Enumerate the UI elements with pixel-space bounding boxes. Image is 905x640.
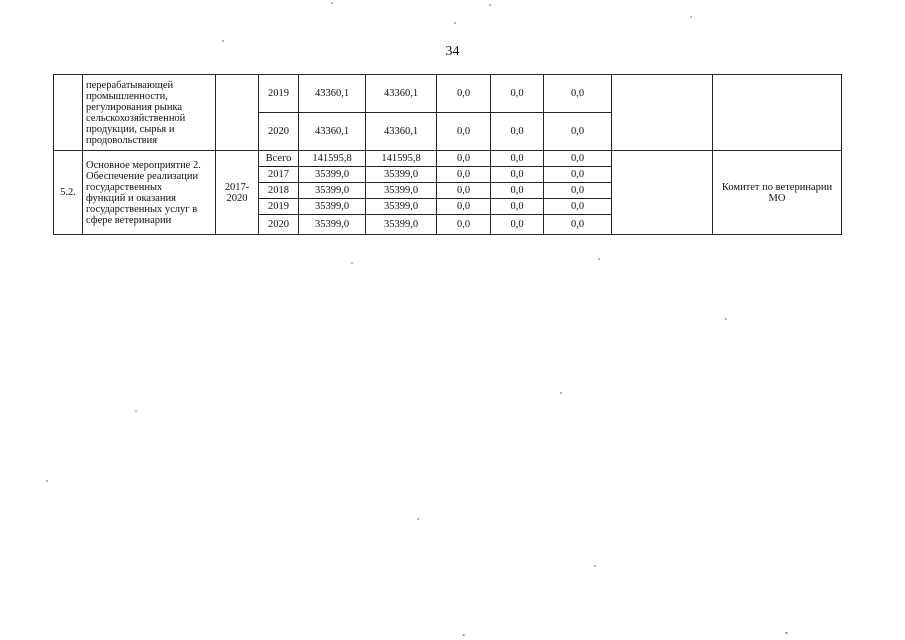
cell-regional: 43360,1 xyxy=(366,75,437,113)
cell-municipal: 0,0 xyxy=(491,215,544,235)
budget-table xyxy=(53,74,842,235)
cell-year: 2017 xyxy=(259,167,299,183)
cell-result-empty xyxy=(612,151,713,235)
cell-extra: 0,0 xyxy=(544,199,612,215)
description-line: перерабатывающей xyxy=(86,79,174,91)
cell-description xyxy=(83,75,216,151)
scan-speck xyxy=(462,634,465,636)
description-line: сфере ветеринарии xyxy=(86,214,172,226)
cell-extra: 0,0 xyxy=(544,75,612,113)
cell-extra: 0,0 xyxy=(544,167,612,183)
cell-municipal: 0,0 xyxy=(491,167,544,183)
cell-year: 2020 xyxy=(259,215,299,235)
cell-year: 2019 xyxy=(259,75,299,113)
cell-federal: 0,0 xyxy=(437,183,491,199)
cell-regional: 141595,8 xyxy=(366,151,437,167)
cell-year: Всего xyxy=(259,151,299,167)
scan-speck xyxy=(331,2,333,4)
scan-speck xyxy=(351,262,353,264)
scan-speck xyxy=(222,40,224,42)
page-number: 34 xyxy=(445,44,460,59)
cell-municipal: 0,0 xyxy=(491,151,544,167)
description-line: промышленности, xyxy=(86,90,168,102)
cell-number: 5.2. xyxy=(54,151,83,235)
scan-speck xyxy=(598,258,600,260)
cell-regional: 35399,0 xyxy=(366,183,437,199)
cell-municipal: 0,0 xyxy=(491,183,544,199)
cell-executor-empty xyxy=(713,75,842,151)
cell-year: 2019 xyxy=(259,199,299,215)
cell-year: 2018 xyxy=(259,183,299,199)
scan-speck xyxy=(560,392,562,394)
cell-total: 35399,0 xyxy=(299,215,366,235)
cell-regional: 35399,0 xyxy=(366,199,437,215)
cell-description xyxy=(83,151,216,235)
cell-municipal: 0,0 xyxy=(491,113,544,151)
cell-total: 43360,1 xyxy=(299,113,366,151)
executor-line: Комитет по ветеринарии xyxy=(721,181,833,193)
cell-extra: 0,0 xyxy=(544,113,612,151)
scan-speck xyxy=(785,632,788,634)
scan-speck xyxy=(594,565,596,567)
scan-speck xyxy=(135,410,137,412)
cell-total: 35399,0 xyxy=(299,199,366,215)
scan-speck xyxy=(489,4,491,6)
cell-regional: 35399,0 xyxy=(366,167,437,183)
period-line: 2020 xyxy=(226,192,248,204)
cell-federal: 0,0 xyxy=(437,199,491,215)
table-row xyxy=(54,75,842,113)
cell-municipal: 0,0 xyxy=(491,199,544,215)
description-line: государственных услуг в xyxy=(86,203,198,215)
cell-regional: 43360,1 xyxy=(366,113,437,151)
cell-federal: 0,0 xyxy=(437,113,491,151)
table-row xyxy=(54,151,842,167)
cell-municipal: 0,0 xyxy=(491,75,544,113)
description-line: Основное мероприятие 2. xyxy=(86,159,201,171)
cell-executor xyxy=(713,151,842,235)
scan-speck xyxy=(417,518,419,520)
cell-total: 141595,8 xyxy=(299,151,366,167)
cell-period xyxy=(216,151,259,235)
cell-federal: 0,0 xyxy=(437,151,491,167)
scan-speck xyxy=(725,318,727,320)
cell-federal: 0,0 xyxy=(437,215,491,235)
description-line: продукции, сырья и xyxy=(86,123,175,135)
description-line: продовольствия xyxy=(86,134,158,146)
cell-total: 35399,0 xyxy=(299,183,366,199)
description-line: регулирования рынка xyxy=(86,101,183,113)
description-line: государственных xyxy=(86,181,163,193)
cell-extra: 0,0 xyxy=(544,183,612,199)
cell-year: 2020 xyxy=(259,113,299,151)
cell-number-empty xyxy=(54,75,83,151)
description-line: сельскохозяйственной xyxy=(86,112,186,124)
scan-speck xyxy=(690,16,692,18)
cell-total: 35399,0 xyxy=(299,167,366,183)
description-line: Обеспечение реализации xyxy=(86,170,199,182)
scan-speck xyxy=(454,22,456,24)
cell-federal: 0,0 xyxy=(437,167,491,183)
cell-extra: 0,0 xyxy=(544,215,612,235)
description-line: функций и оказания xyxy=(86,192,176,204)
cell-regional: 35399,0 xyxy=(366,215,437,235)
cell-result-empty xyxy=(612,75,713,151)
cell-total: 43360,1 xyxy=(299,75,366,113)
executor-line: МО xyxy=(768,192,786,204)
period-line: 2017- xyxy=(224,181,250,193)
cell-extra: 0,0 xyxy=(544,151,612,167)
cell-period-empty xyxy=(216,75,259,151)
scan-speck xyxy=(46,480,48,482)
cell-federal: 0,0 xyxy=(437,75,491,113)
